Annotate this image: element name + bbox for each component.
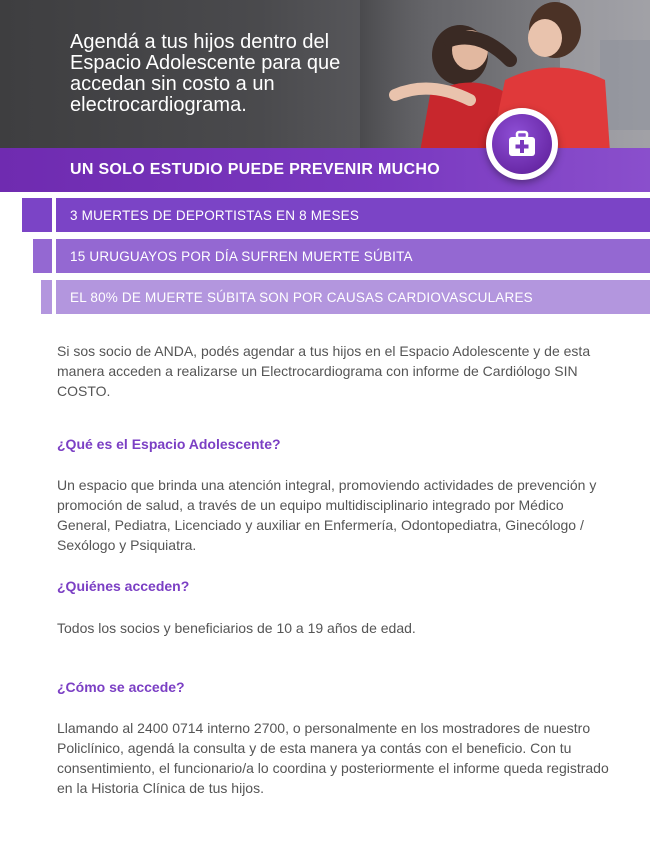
intro-paragraph: Si sos socio de ANDA, podés agendar a tus hijos en el Espacio Adolescente y de esta manera acceden a realizarse un Electrocardiograma con informe de Cardiólogo SIN COSTO. (57, 343, 591, 399)
section-what (57, 436, 617, 452)
stat-bar-1 (56, 198, 650, 232)
stat-marker-2 (33, 239, 52, 273)
section-how (57, 679, 617, 695)
section-heading: ¿Cómo se accede? (57, 679, 185, 695)
section-body: Llamando al 2400 0714 interno 2700, o personalmente en los mostradores de nuestro Policlínico, agendá la consulta y de esta manera ya contás con el beneficio. Con tu consentimiento, el funcionario/a lo coordina y posteriormente el informe queda registrado en la Historia Clínica de tus hijos. (57, 720, 609, 796)
section-heading: ¿Quiénes acceden? (57, 578, 190, 594)
section-heading: ¿Qué es el Espacio Adolescente? (57, 436, 281, 452)
stat-bar-3 (56, 280, 650, 314)
stat-marker-1 (22, 198, 52, 232)
section-body: Un espacio que brinda una atención integral, promoviendo actividades de prevención y promoción de salud, a través de un equipo multidisciplinario integrado por Médico General, Pediatra, Licenciado y auxiliar en Enfermería, Odontopediatra, Ginecólogo / Sexólogo y Psiquiatra. (57, 477, 597, 553)
stat-bar-2 (56, 239, 650, 273)
stat-marker-3 (41, 280, 52, 314)
stat-text-1: 3 MUERTES DE DEPORTISTAS EN 8 MESES (70, 207, 360, 223)
section-body: Todos los socios y beneficiarios de 10 a 19 años de edad. (57, 620, 416, 636)
hero-title: Agendá a tus hijos dentro del Espacio Adolescente para que accedan sin costo a un electrocardiograma. (70, 31, 341, 116)
medal-badge (486, 108, 558, 180)
intro-block (57, 341, 617, 401)
medical-kit-icon (506, 128, 538, 160)
banner-title: UN SOLO ESTUDIO PUEDE PREVENIR MUCHO (70, 161, 440, 178)
stat-text-3: EL 80% DE MUERTE SÚBITA SON POR CAUSAS CARDIOVASCULARES (70, 289, 533, 305)
section-who (57, 578, 617, 594)
stat-text-2: 15 URUGUAYOS POR DÍA SUFREN MUERTE SÚBITA (70, 248, 413, 264)
